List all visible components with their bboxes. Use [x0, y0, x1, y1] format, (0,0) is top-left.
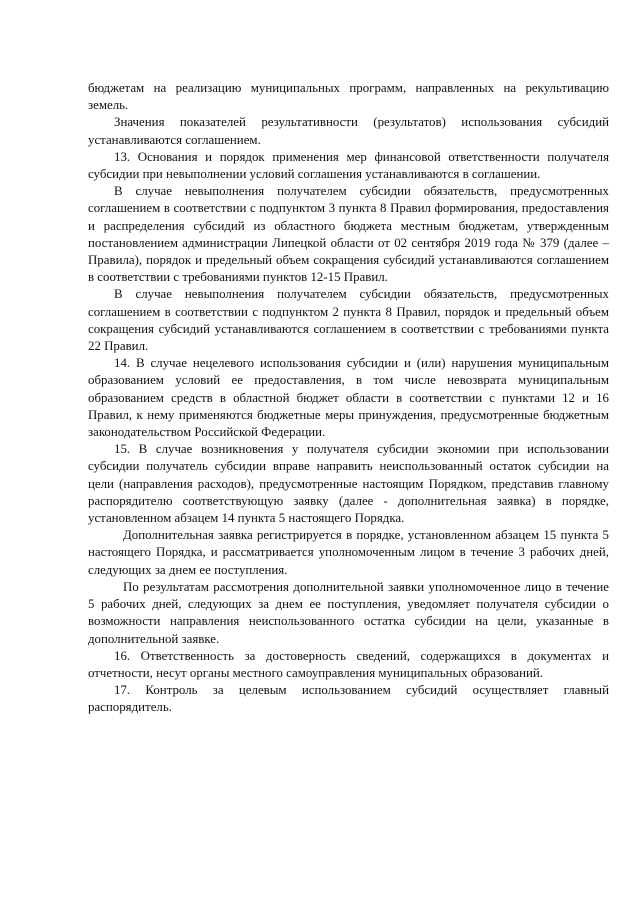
paragraph-17: 17. Контроль за целевым использованием субсидий осуществляет главный распорядитель.	[88, 683, 609, 715]
paragraph-indicators: Значения показателей результативности (результатов) использования субсидий устанавливаются соглашением.	[88, 115, 609, 147]
paragraph-15-review: По результатам рассмотрения дополнительной заявки уполномоченное лицо в течение 5 рабочих дней, следующих за днем ее поступления, уведомляет получателя субсидии о возможности направления неиспользованного остатка субсидии на цели, указанные в дополнительной заявке.	[88, 579, 609, 646]
document-body	[88, 80, 609, 717]
paragraph-15: 15. В случае возникновения у получателя субсидии экономии при использовании субсидии получатель субсидии вправе направить неиспользованный остаток субсидии на цели (направления расходов), предусмотренные настоящим Порядком, представив главному распорядителю соответствующую заявку (далее - дополнительная заявка) в порядке, установленном абзацем 14 пункта 5 настоящего Порядка.	[88, 442, 609, 526]
paragraph-13: 13. Основания и порядок применения мер финансовой ответственности получателя субсидии при невыполнении условий соглашения устанавливаются в соглашении.	[88, 149, 609, 182]
paragraph-continuation: бюджетам на реализацию муниципальных программ, направленных на рекультивацию земель.	[88, 81, 609, 113]
paragraph-13-case-2: В случае невыполнения получателем субсидии обязательств, предусмотренных соглашением в соответствии с подпунктом 2 пункта 8 Правил, порядок и предельный объем сокращения субсидий устанавливаются соглашением в соответствии с требованиями пункта 22 Правил.	[88, 287, 609, 354]
paragraph-15-registration: Дополнительная заявка регистрируется в порядке, установленном абзацем 15 пункта 5 настоящего Порядка, и рассматривается уполномоченным лицом в течение 3 рабочих дней, следующих за днем ее поступления.	[88, 528, 609, 577]
paragraph-13-case-1: В случае невыполнения получателем субсидии обязательств, предусмотренных соглашением в соответствии с подпунктом 3 пункта 8 Правил формирования, предоставления и распределения субсидий из областного бюджета местным бюджетам, утвержденным постановлением администрации Липецкой области от 02 сентября 2019 года № 379 (далее – Правила), порядок и предельный объем сокращения субсидий устанавливаются соглашением в соответствии с требованиями пунктов 12-15 Правил.	[88, 184, 609, 285]
paragraph-16: 16. Ответственность за достоверность сведений, содержащихся в документах и отчетности, несут органы местного самоуправления муниципальных образований.	[88, 648, 609, 680]
paragraph-14: 14. В случае нецелевого использования субсидии и (или) нарушения муниципальным образованием условий ее предоставления, в том числе невозврата муниципальным образованием средств в областной бюджет области в соответствии с пунктами 12 и 16 Правил, к нему применяются бюджетные меры принуждения, предусмотренные бюджетным законодательством Российской Федерации.	[88, 356, 609, 440]
